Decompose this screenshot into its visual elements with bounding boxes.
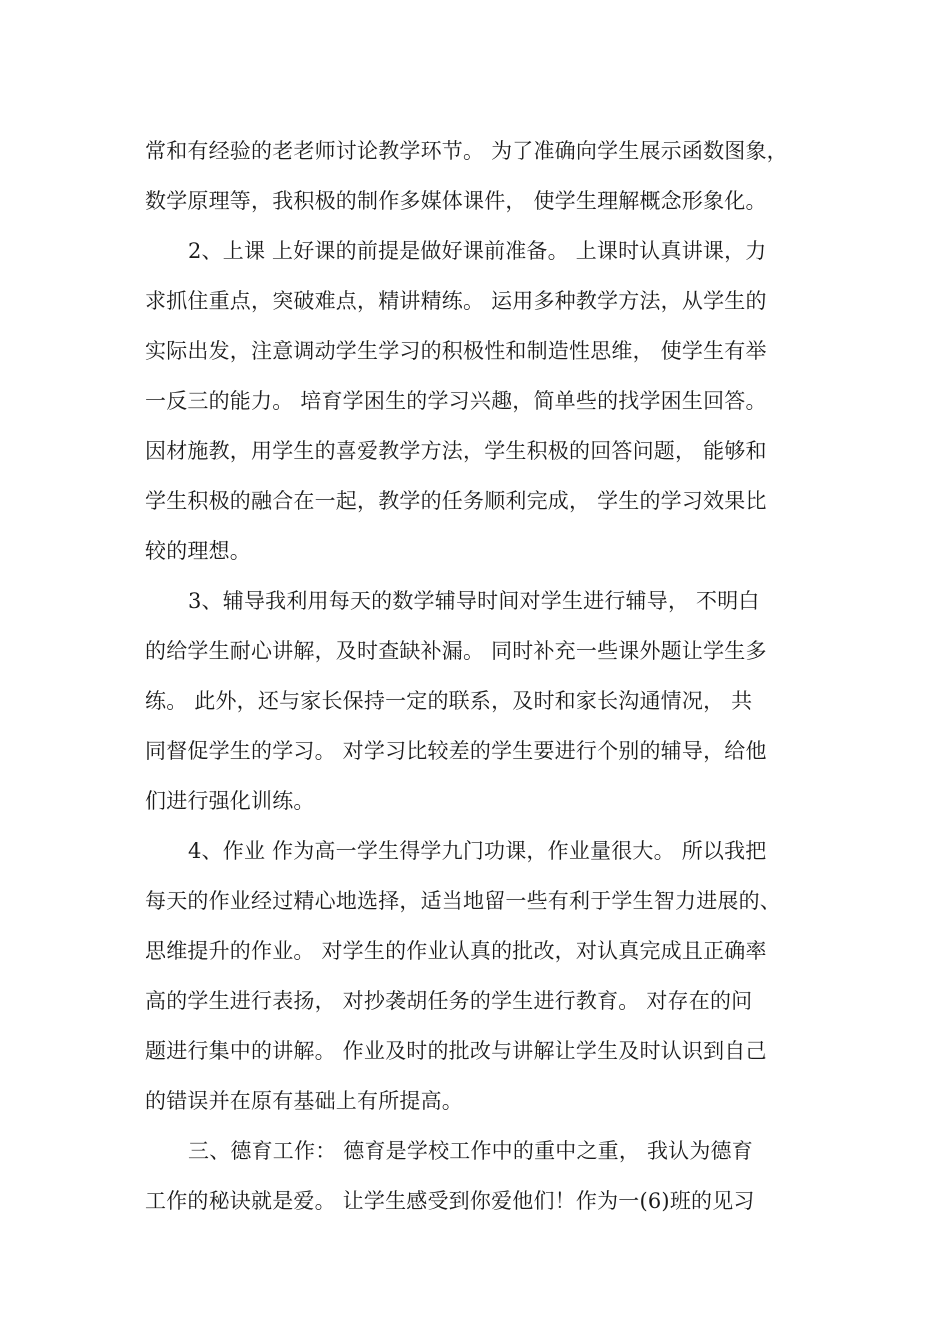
text-line: 的错误并在原有基础上有所提高。 (145, 1089, 463, 1113)
text-line: 较的理想。 (145, 539, 251, 563)
text-line: 的给学生耐心讲解，及时查缺补漏。 同时补充一些课外题让学生多 (145, 639, 767, 663)
text-line: 练。 此外，还与家长保持一定的联系，及时和家长沟通情况， 共 (145, 689, 753, 713)
text-line: 同督促学生的学习。 对学习比较差的学生要进行个别的辅导，给他 (145, 739, 767, 763)
text-line: 实际出发，注意调动学生学习的积极性和制造性思维， 使学生有举 (145, 339, 767, 363)
paragraph-start-line: 2、上课 上好课的前提是做好课前准备。 上课时认真讲课，力 (188, 239, 767, 263)
text-line: 学生积极的融合在一起，教学的任务顺利完成， 学生的学习效果比 (145, 489, 767, 513)
paragraph-start-line: 3、辅导我利用每天的数学辅导时间对学生进行辅导， 不明白 (188, 589, 760, 613)
text-line: 题进行集中的讲解。 作业及时的批改与讲解让学生及时认识到自己 (145, 1039, 767, 1063)
paragraph-start-line: 三、德育工作： 德育是学校工作中的重中之重， 我认为德育 (188, 1139, 753, 1163)
text-line: 数学原理等，我积极的制作多媒体课件， 使学生理解概念形象化。 (145, 189, 767, 213)
text-line: 一反三的能力。 培育学困生的学习兴趣，简单些的找学困生回答。 (145, 389, 767, 413)
text-line: 高的学生进行表扬， 对抄袭胡任务的学生进行教育。 对存在的问 (145, 989, 753, 1013)
text-line: 思维提升的作业。 对学生的作业认真的批改，对认真完成且正确率 (145, 939, 767, 963)
text-line: 常和有经验的老老师讨论教学环节。 为了准确向学生展示函数图象， (145, 139, 788, 163)
text-line: 求抓住重点，突破难点，精讲精练。 运用多种教学方法，从学生的 (145, 289, 767, 313)
text-line: 工作的秘诀就是爱。 让学生感受到你爱他们！作为一(6)班的见习 (145, 1189, 755, 1213)
text-line: 每天的作业经过精心地选择，适当地留一些有利于学生智力进展的、 (145, 889, 781, 913)
text-line: 因材施教，用学生的喜爱教学方法，学生积极的回答问题， 能够和 (145, 439, 767, 463)
paragraph-start-line: 4、作业 作为高一学生得学九门功课，作业量很大。 所以我把 (188, 839, 767, 863)
text-line: 们进行强化训练。 (145, 789, 315, 813)
